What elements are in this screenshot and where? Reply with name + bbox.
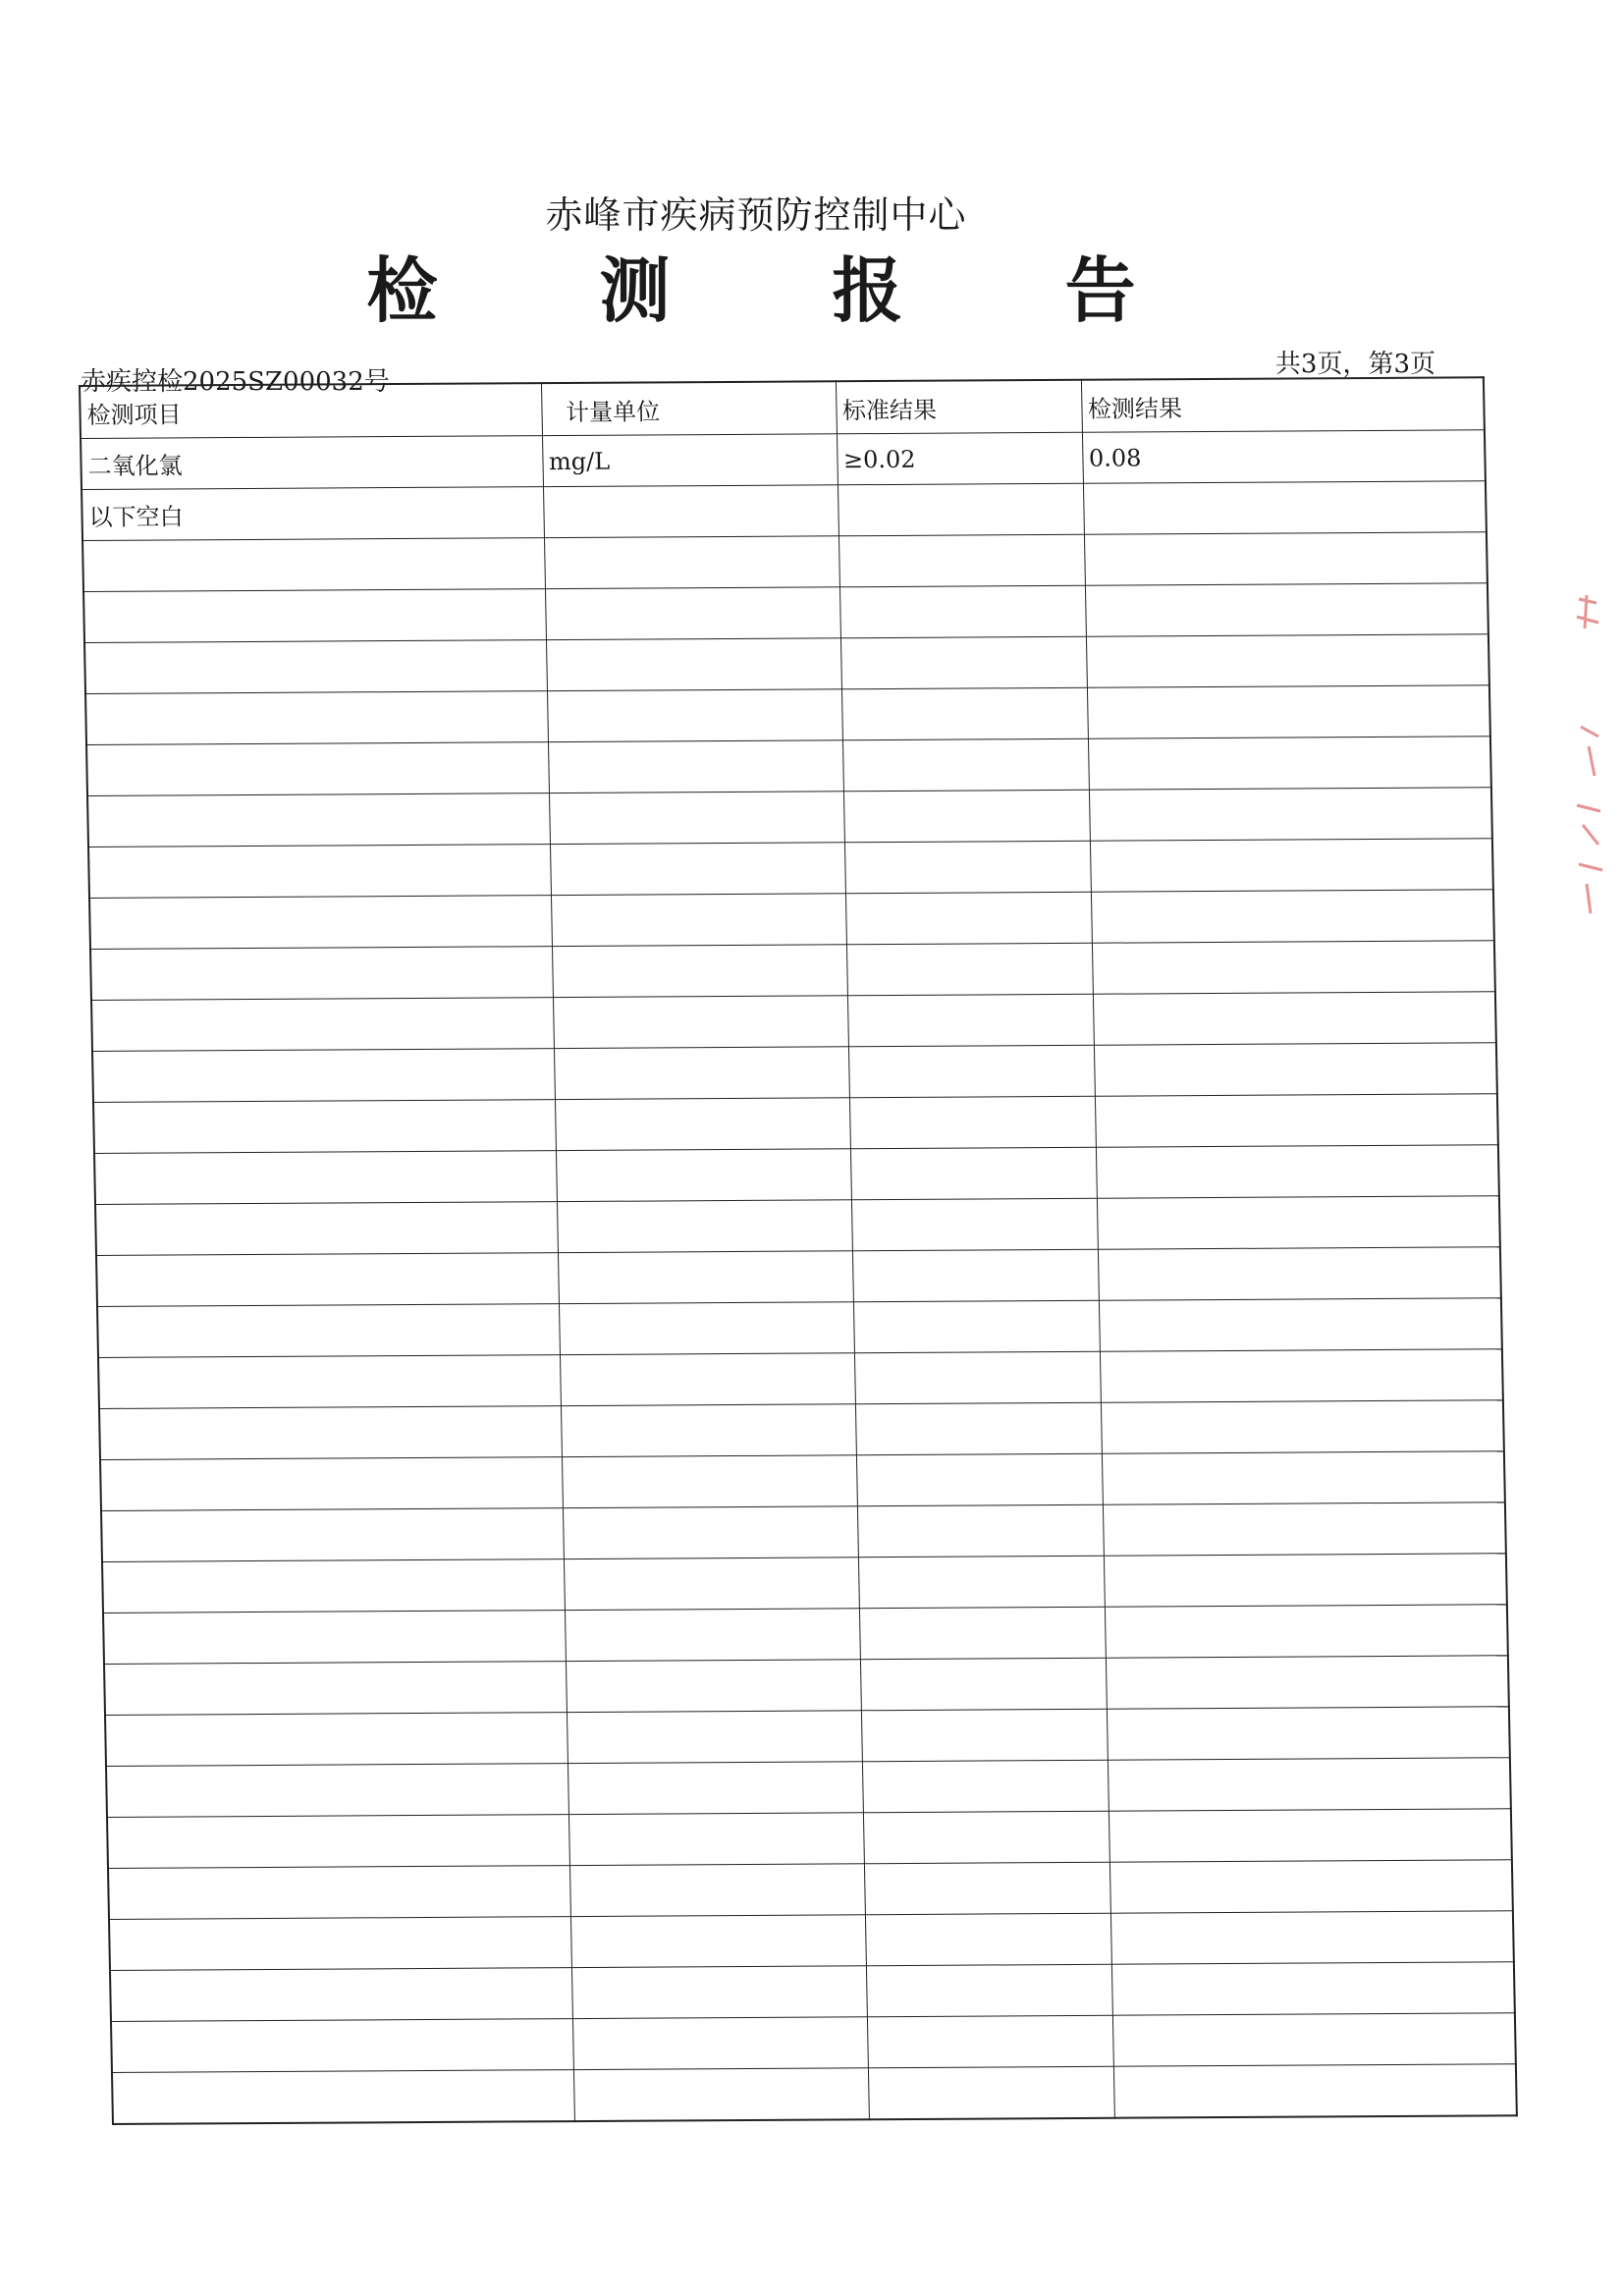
empty-cell xyxy=(561,1404,856,1457)
column-header-unit: 计量单位 xyxy=(541,381,837,435)
empty-cell xyxy=(853,1300,1100,1353)
empty-table-row xyxy=(110,1962,1515,2022)
empty-cell xyxy=(1107,1707,1510,1761)
empty-cell xyxy=(1086,634,1489,688)
empty-table-row xyxy=(87,788,1492,847)
empty-table-row xyxy=(91,992,1496,1052)
empty-cell xyxy=(101,1508,564,1562)
empty-cell xyxy=(854,1351,1101,1404)
empty-cell xyxy=(1113,2064,1517,2118)
empty-table-row xyxy=(84,634,1489,694)
empty-table-row xyxy=(92,1043,1497,1103)
empty-cell xyxy=(863,1811,1109,1864)
empty-cell xyxy=(1101,1400,1504,1454)
empty-table-row xyxy=(89,890,1494,950)
empty-table-row xyxy=(99,1400,1504,1460)
empty-cell xyxy=(559,1302,854,1355)
cell-result xyxy=(1083,481,1487,535)
empty-cell xyxy=(860,1658,1107,1711)
empty-cell xyxy=(861,1709,1108,1762)
empty-cell xyxy=(92,1049,555,1103)
empty-cell xyxy=(103,1611,566,1665)
empty-table-row xyxy=(96,1247,1501,1307)
report-number: 赤疾控检2025SZ00032号 xyxy=(81,367,390,397)
empty-cell xyxy=(547,689,842,742)
empty-cell xyxy=(851,1198,1098,1251)
empty-cell xyxy=(841,687,1088,740)
empty-cell xyxy=(847,994,1094,1047)
empty-table-row xyxy=(111,2013,1516,2073)
empty-cell xyxy=(856,1453,1103,1506)
empty-cell xyxy=(1087,685,1490,739)
empty-table-row xyxy=(108,1860,1513,1920)
empty-cell xyxy=(1110,1911,1514,1965)
table-row xyxy=(81,430,1486,490)
empty-cell xyxy=(1090,839,1493,893)
empty-cell xyxy=(557,1200,852,1253)
empty-cell xyxy=(549,792,844,845)
empty-cell xyxy=(1109,1860,1513,1914)
cell-standard: ≥0.02 xyxy=(837,432,1083,485)
report-title: 检 测 报 告 xyxy=(366,248,1205,332)
empty-cell xyxy=(95,1202,558,1256)
empty-cell xyxy=(109,1917,571,1971)
empty-cell xyxy=(106,1764,568,1818)
empty-cell xyxy=(85,691,548,745)
empty-cell xyxy=(94,1151,557,1205)
empty-cell xyxy=(840,636,1087,689)
table-header-row xyxy=(80,377,1485,438)
empty-cell xyxy=(1091,890,1494,944)
organization-name: 赤峰市疾病预防控制中心 xyxy=(545,193,967,237)
cell-item: 二氧化氯 xyxy=(81,436,543,490)
empty-cell xyxy=(84,640,547,694)
cell-standard xyxy=(838,483,1084,536)
empty-table-row xyxy=(90,941,1495,1001)
empty-cell xyxy=(554,1047,849,1100)
empty-cell xyxy=(99,1406,562,1460)
empty-cell xyxy=(866,1964,1112,2017)
column-header-standard: 标准结果 xyxy=(836,380,1082,434)
empty-cell xyxy=(842,738,1089,792)
empty-cell xyxy=(839,534,1085,587)
empty-cell xyxy=(110,1968,572,2022)
empty-cell xyxy=(862,1760,1109,1813)
empty-cell xyxy=(1088,737,1491,791)
empty-table-row xyxy=(94,1145,1499,1205)
empty-cell xyxy=(98,1355,561,1409)
empty-table-row xyxy=(88,839,1493,899)
empty-cell xyxy=(555,1098,850,1151)
empty-cell xyxy=(104,1662,567,1716)
empty-table-row xyxy=(93,1094,1498,1154)
empty-table-row xyxy=(98,1349,1503,1409)
empty-cell xyxy=(1111,1962,1515,2016)
empty-cell xyxy=(1095,1094,1498,1148)
empty-cell xyxy=(1097,1196,1500,1250)
empty-cell xyxy=(573,2068,869,2121)
empty-cell xyxy=(570,1915,866,1968)
empty-cell xyxy=(1105,1605,1508,1659)
empty-table-row xyxy=(107,1809,1512,1869)
empty-cell xyxy=(111,2019,573,2073)
empty-table-row xyxy=(112,2064,1517,2124)
empty-cell xyxy=(1103,1503,1506,1557)
column-header-result: 检测结果 xyxy=(1081,377,1485,432)
empty-cell xyxy=(548,740,843,793)
empty-table-row xyxy=(100,1451,1505,1511)
empty-cell xyxy=(102,1559,565,1613)
empty-cell xyxy=(1084,532,1488,586)
empty-cell xyxy=(112,2070,574,2124)
empty-cell xyxy=(544,536,839,589)
empty-cell xyxy=(858,1556,1105,1609)
empty-cell xyxy=(1112,2013,1516,2067)
empty-cell xyxy=(100,1457,563,1511)
empty-table-row xyxy=(109,1911,1514,1971)
empty-cell xyxy=(855,1402,1102,1455)
empty-cell xyxy=(552,945,847,998)
seal-stamp-fragment xyxy=(1569,589,1608,923)
empty-cell xyxy=(1096,1145,1499,1199)
empty-cell xyxy=(546,638,841,691)
empty-cell xyxy=(97,1304,560,1358)
empty-table-row xyxy=(85,685,1490,745)
empty-cell xyxy=(566,1660,861,1713)
empty-table-row xyxy=(95,1196,1500,1256)
empty-cell xyxy=(564,1558,859,1611)
empty-cell xyxy=(571,1966,867,2019)
empty-cell xyxy=(562,1455,857,1508)
empty-cell xyxy=(563,1506,858,1559)
page-indicator: 共3页，第3页 xyxy=(1274,350,1435,379)
empty-cell xyxy=(1108,1758,1511,1812)
results-table-container xyxy=(79,376,1516,2153)
empty-cell xyxy=(568,1762,863,1815)
empty-table-row xyxy=(106,1758,1511,1818)
column-header-item: 检测项目 xyxy=(80,383,542,438)
empty-cell xyxy=(868,2066,1114,2119)
empty-cell xyxy=(89,896,552,950)
empty-cell xyxy=(553,996,848,1049)
empty-cell xyxy=(88,845,551,899)
empty-table-row xyxy=(104,1656,1509,1716)
empty-cell xyxy=(1093,992,1496,1046)
empty-cell xyxy=(86,742,549,796)
empty-table-row xyxy=(103,1605,1508,1665)
table-row xyxy=(81,481,1487,541)
empty-cell xyxy=(1098,1247,1501,1301)
empty-cell xyxy=(849,1096,1096,1149)
empty-cell xyxy=(93,1100,556,1154)
empty-cell xyxy=(864,1862,1110,1915)
empty-cell xyxy=(1104,1554,1507,1608)
empty-cell xyxy=(1085,583,1488,637)
empty-cell xyxy=(91,998,554,1052)
empty-cell xyxy=(551,894,846,947)
empty-cell xyxy=(852,1249,1099,1302)
empty-cell xyxy=(850,1147,1097,1200)
cell-unit xyxy=(543,485,839,538)
empty-cell xyxy=(848,1045,1095,1098)
empty-cell xyxy=(545,587,840,640)
empty-cell xyxy=(844,841,1091,894)
empty-cell xyxy=(865,1913,1111,1966)
empty-cell xyxy=(550,843,845,896)
empty-cell xyxy=(560,1353,855,1406)
empty-cell xyxy=(843,790,1090,843)
empty-cell xyxy=(558,1251,853,1304)
empty-cell xyxy=(1089,788,1492,842)
results-table xyxy=(79,376,1518,2125)
cell-item: 以下空白 xyxy=(81,487,544,541)
empty-cell xyxy=(83,589,546,643)
empty-table-row xyxy=(83,583,1488,643)
empty-cell xyxy=(572,2017,868,2070)
empty-cell xyxy=(1099,1298,1502,1352)
empty-cell xyxy=(82,538,545,592)
empty-cell xyxy=(87,793,550,847)
empty-table-row xyxy=(86,737,1491,796)
empty-cell xyxy=(1109,1809,1512,1863)
empty-cell xyxy=(567,1711,862,1764)
empty-table-row xyxy=(105,1707,1510,1767)
empty-cell xyxy=(1102,1451,1505,1505)
empty-cell xyxy=(107,1815,569,1869)
empty-cell xyxy=(1092,941,1495,995)
empty-cell xyxy=(96,1253,559,1307)
empty-cell xyxy=(867,2015,1113,2068)
empty-cell xyxy=(105,1713,568,1767)
cell-result: 0.08 xyxy=(1082,430,1486,484)
empty-cell xyxy=(839,585,1086,638)
cell-unit: mg/L xyxy=(542,434,838,487)
empty-cell xyxy=(1106,1656,1509,1710)
empty-cell xyxy=(569,1864,865,1917)
empty-table-row xyxy=(82,532,1488,592)
empty-cell xyxy=(859,1607,1106,1660)
empty-table-row xyxy=(101,1503,1506,1562)
empty-cell xyxy=(565,1609,860,1662)
empty-cell xyxy=(108,1866,570,1920)
empty-cell xyxy=(556,1149,851,1202)
empty-cell xyxy=(90,947,553,1001)
empty-table-row xyxy=(102,1554,1507,1613)
empty-cell xyxy=(568,1813,864,1866)
empty-cell xyxy=(1100,1349,1503,1403)
empty-table-row xyxy=(97,1298,1502,1358)
empty-cell xyxy=(857,1504,1104,1558)
empty-cell xyxy=(845,892,1092,945)
empty-cell xyxy=(1094,1043,1497,1097)
empty-cell xyxy=(846,943,1093,996)
